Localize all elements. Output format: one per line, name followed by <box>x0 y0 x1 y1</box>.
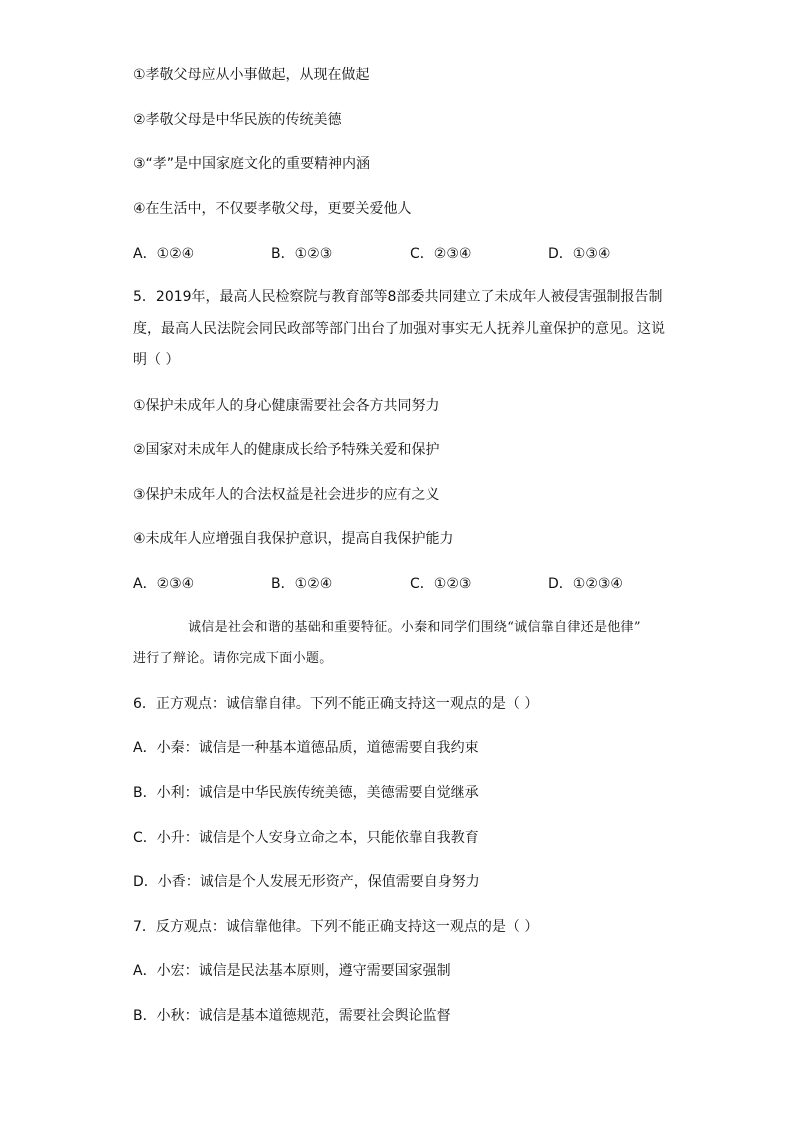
q5-option-a: A．②③④ <box>133 576 195 592</box>
q6-stem: 6．正方观点：诚信靠自律。下列不能正确支持这一观点的是（ ） <box>133 696 539 712</box>
q5-statement-3: ③保护未成年人的合法权益是社会进步的应有之义 <box>133 487 440 503</box>
material-line-1: 诚信是社会和谐的基础和重要特征。小秦和同学们围绕“诚信靠自律还是他律” <box>188 620 641 635</box>
q4-statement-3: ③“孝”是中国家庭文化的重要精神内涵 <box>133 156 371 172</box>
q7-stem: 7．反方观点：诚信靠他律。下列不能正确支持这一观点的是（ ） <box>133 919 539 935</box>
q5-statement-1: ①保护未成年人的身心健康需要社会各方共同努力 <box>133 398 440 414</box>
q5-statement-2: ②国家对未成年人的健康成长给予特殊关爱和保护 <box>133 442 440 458</box>
q5-option-b: B．①②④ <box>271 576 333 592</box>
q5-option-d: D．①②③④ <box>548 576 623 592</box>
q4-option-c: C．②③④ <box>410 246 472 262</box>
q5-stem-line-3: 明（ ） <box>133 352 180 368</box>
q5-stem-line-2: 度，最高人民法院会同民政部等部门出台了加强对事实无人抚养儿童保护的意见。这说 <box>133 321 665 337</box>
q7-option-a: A．小宏：诚信是民法基本原则，遵守需要国家强制 <box>133 963 451 979</box>
q4-statement-1: ①孝敬父母应从小事做起，从现在做起 <box>133 67 370 83</box>
q6-option-b: B．小利：诚信是中华民族传统美德，美德需要自觉继承 <box>133 785 479 801</box>
q4-statement-2: ②孝敬父母是中华民族的传统美德 <box>133 112 342 128</box>
material-line-2: 进行了辩论。请你完成下面小题。 <box>133 651 333 666</box>
q5-statement-4: ④未成年人应增强自我保护意识，提高自我保护能力 <box>133 531 454 547</box>
q6-option-c: C．小升：诚信是个人安身立命之本，只能依靠自我教育 <box>133 830 479 846</box>
q6-option-a: A．小秦：诚信是一种基本道德品质，道德需要自我约束 <box>133 740 479 756</box>
q4-option-a: A．①②④ <box>133 246 195 262</box>
q7-option-b: B．小秋：诚信是基本道德规范，需要社会舆论监督 <box>133 1008 451 1024</box>
q4-statement-4: ④在生活中，不仅要孝敬父母，更要关爱他人 <box>133 201 412 217</box>
q6-option-d: D．小香：诚信是个人发展无形资产，保值需要自身努力 <box>133 874 480 890</box>
q4-option-d: D．①③④ <box>548 246 611 262</box>
q5-stem-line-1: 5．2019年，最高人民检察院与教育部等8部委共同建立了未成年人被侵害强制报告制 <box>133 289 663 305</box>
q5-option-c: C．①②③ <box>410 576 472 592</box>
q4-option-b: B．①②③ <box>271 246 333 262</box>
